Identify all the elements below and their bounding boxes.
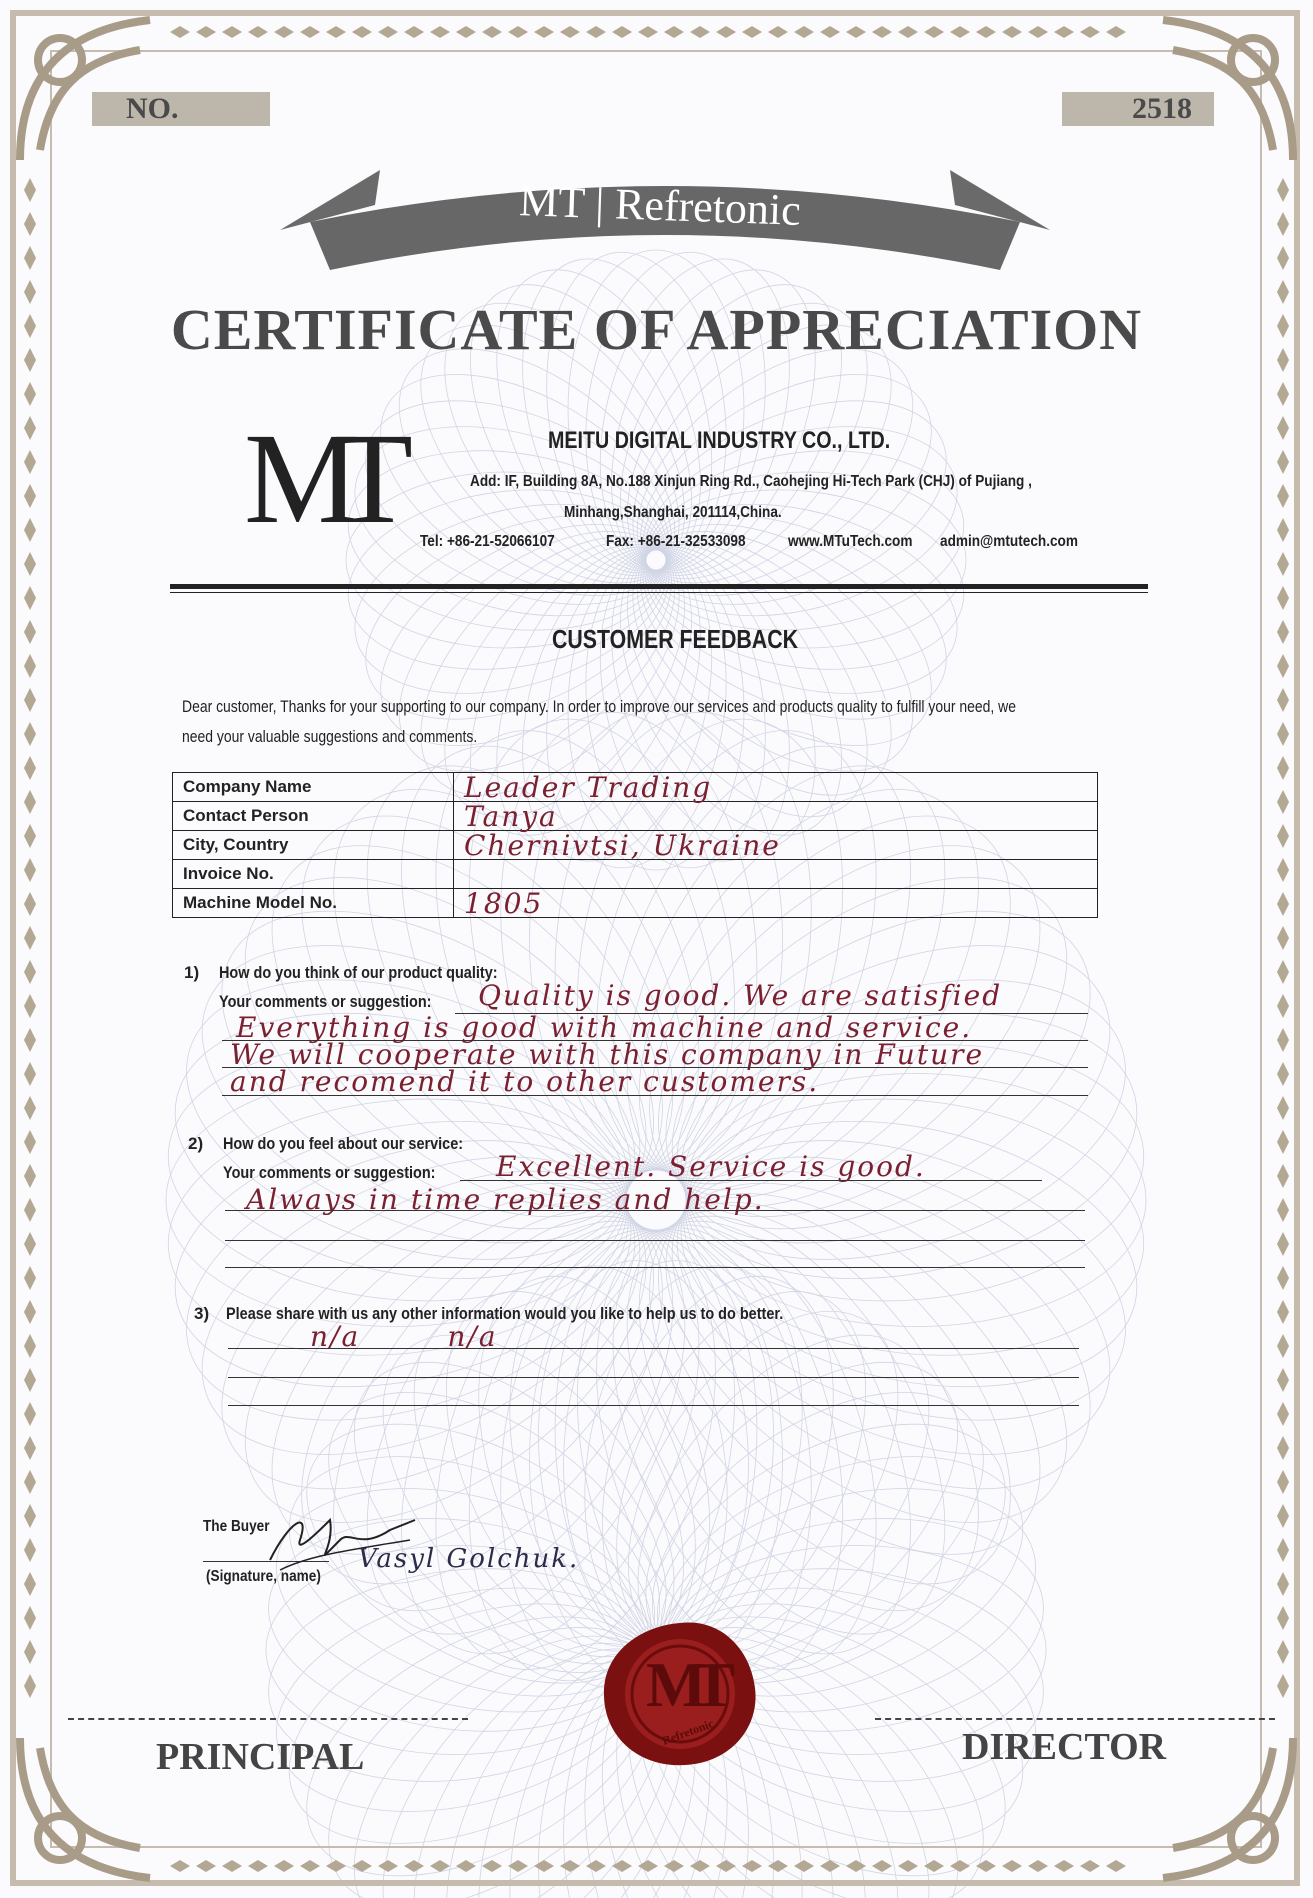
- company-fax: Fax: +86-21-32533098: [606, 533, 746, 550]
- table-value: [454, 773, 1098, 802]
- q1-answer-1: Quality is good. We are satisfied: [478, 979, 1003, 1012]
- table-row: [173, 831, 1098, 860]
- corner-ornament-top-right: [1133, 0, 1313, 180]
- table-label: Machine Model No.: [173, 889, 454, 918]
- certificate-title: CERTIFICATE OF APPRECIATION: [170, 297, 1143, 362]
- q2-prompt: Your comments or suggestion:: [223, 1163, 436, 1182]
- q3-answer-1: n/a n/a: [310, 1320, 498, 1353]
- principal-label: PRINCIPAL: [156, 1736, 365, 1778]
- q1-number: 1): [184, 963, 200, 982]
- table-value: [454, 860, 1098, 889]
- director-label: DIRECTOR: [962, 1726, 1167, 1768]
- q2-number: 2): [188, 1134, 204, 1153]
- q1-question: How do you think of our product quality:: [219, 963, 498, 982]
- table-row: [173, 860, 1098, 889]
- company-name: MEITU DIGITAL INDUSTRY CO., LTD.: [548, 427, 891, 454]
- q3-line-1: [228, 1348, 1079, 1349]
- buyer-name: Vasyl Golchuk.: [358, 1544, 580, 1574]
- company-tel: Tel: +86-21-52066107: [420, 533, 555, 550]
- q1-answer-3: We will cooperate with this company in Future: [230, 1038, 985, 1071]
- company-name-value: Leader Trading: [464, 771, 713, 804]
- table-label: Company Name: [173, 773, 454, 802]
- table-value: [454, 831, 1098, 860]
- certificate-no-label: NO.: [92, 92, 270, 126]
- corner-ornament-bottom-left: [0, 1718, 180, 1898]
- q2-question: How do you feel about our service:: [223, 1134, 464, 1153]
- q1-prompt: Your comments or suggestion:: [219, 992, 432, 1011]
- company-website: www.MTuTech.com: [788, 533, 913, 550]
- signature-note: (Signature, name): [206, 1568, 321, 1585]
- company-address-line1: Add: IF, Building 8A, No.188 Xinjun Ring Rd., Caohejing Hi-Tech Park (CHJ) of Pujiang ,: [470, 473, 1032, 490]
- contact-person-value: Tanya: [464, 800, 558, 833]
- table-row: [173, 773, 1098, 802]
- q1-answer-2: Everything is good with machine and service.: [236, 1011, 973, 1044]
- table-value: [454, 889, 1098, 918]
- director-dashed-line: [875, 1718, 1275, 1720]
- certificate-number: 2518: [1062, 92, 1214, 126]
- brand-banner-text: MT | Refretonic: [518, 176, 802, 235]
- q2-answer-2: Always in time replies and help.: [246, 1183, 765, 1216]
- q1-line-4: [222, 1095, 1088, 1096]
- company-email: admin@mtutech.com: [940, 533, 1078, 550]
- header-rule: [170, 584, 1148, 589]
- q3-line-3: [228, 1405, 1079, 1406]
- table-value: [454, 802, 1098, 831]
- feedback-intro-line2: need your valuable suggestions and comments.: [182, 727, 478, 746]
- q1-answer-4: and recomend it to other customers.: [230, 1065, 820, 1098]
- table-label: Invoice No.: [173, 860, 454, 889]
- seal-text: Refretonic: [660, 1716, 716, 1748]
- q3-line-2: [228, 1377, 1079, 1378]
- feedback-heading: CUSTOMER FEEDBACK: [552, 624, 798, 654]
- company-address-line2: Minhang,Shanghai, 201114,China.: [564, 504, 782, 521]
- q2-line-1: [460, 1180, 1042, 1181]
- table-row: [173, 802, 1098, 831]
- city-country-value: Chernivtsi, Ukraine: [464, 829, 781, 862]
- customer-info-table: [172, 772, 1098, 918]
- corner-ornament-top-left: [0, 0, 180, 180]
- header-rule-thin: [170, 592, 1148, 593]
- seal-logo: MT: [646, 1649, 722, 1720]
- feedback-intro-line1: Dear customer, Thanks for your supporting to our company. In order to improve our services and products quality to fulfill your need, we: [182, 697, 1016, 716]
- table-label: City, Country: [173, 831, 454, 860]
- q3-number: 3): [194, 1304, 210, 1323]
- table-row: [173, 889, 1098, 918]
- table-label: Contact Person: [173, 802, 454, 831]
- q2-answer-1: Excellent. Service is good.: [496, 1150, 926, 1183]
- principal-dashed-line: [68, 1718, 468, 1720]
- machine-model-value: 1805: [464, 887, 544, 920]
- q3-question: Please share with us any other information would you like to help us to do better.: [226, 1304, 784, 1323]
- q2-line-2: [225, 1210, 1085, 1211]
- buyer-label: The Buyer: [203, 1518, 270, 1535]
- company-logo: MT: [244, 407, 387, 551]
- q2-line-3: [225, 1240, 1085, 1241]
- q2-line-4: [225, 1267, 1085, 1268]
